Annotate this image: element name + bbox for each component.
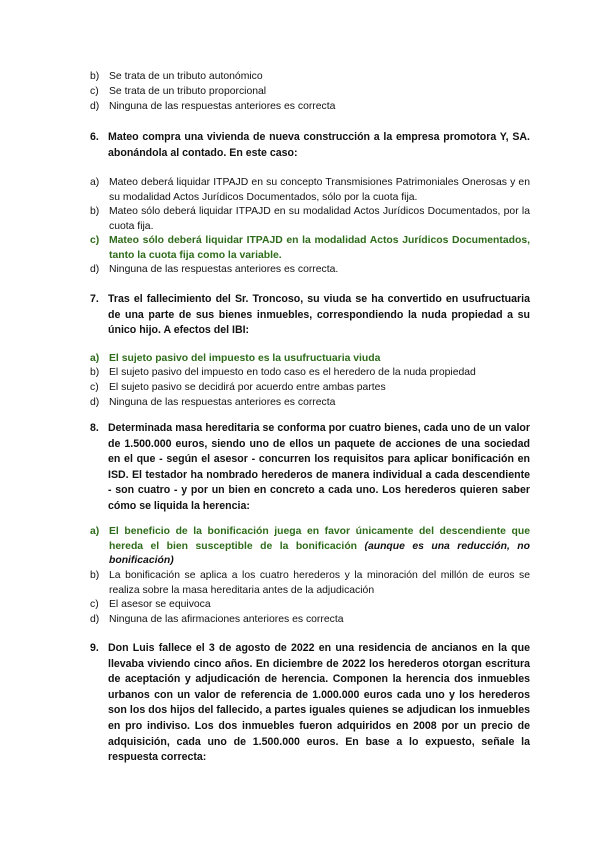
option-5d: d) Ninguna de las respuestas anteriores es correcta	[90, 101, 336, 112]
question-7: 7. Tras el fallecimiento del Sr. Troncoso, su viuda se ha convertido en usufructuaria de una parte de sus bienes inmuebles, correspondiendo la nuda propiedad a su único hijo. A efectos del IBI:	[90, 293, 530, 337]
option-7b: b) El sujeto pasivo del impuesto en todo caso es el heredero de la nuda propiedad	[90, 367, 476, 378]
option-6a: a) Mateo deberá liquidar ITPAJD en su concepto Transmisiones Patrimoniales Onerosas y en su modalidad Actos Jurídicos Documentados, sólo por la cuota fija.	[90, 177, 530, 203]
option-6b: b) Mateo sólo deberá liquidar ITPAJD en su modalidad Actos Jurídicos Documentados, por la cuota fija.	[90, 206, 530, 232]
option-7c: c) El sujeto pasivo se decidirá por acuerdo entre ambas partes	[90, 382, 386, 393]
option-8a-correct: a) El beneficio de la bonificación juega en favor únicamente del descendiente que hereda el bien susceptible de la bonificación (aunque es una reducción, no bonificación)	[90, 526, 530, 567]
option-7a-correct: a) El sujeto pasivo del impuesto es la usufructuaria viuda	[90, 353, 381, 364]
option-8d: d) Ninguna de las afirmaciones anteriores es correcta	[90, 614, 344, 625]
option-8a-note: (aunque es una reducción, no bonificación)	[109, 540, 530, 567]
option-6c-correct: c) Mateo sólo deberá liquidar ITPAJD en la modalidad Actos Jurídicos Documentados, tanto la cuota fija como la variable.	[90, 235, 530, 261]
option-6d: d) Ninguna de las respuestas anteriores es correcta.	[90, 264, 339, 275]
question-6: 6. Mateo compra una vivienda de nueva construcción a la empresa promotora Y, SA. abonándola al contado. En este caso:	[90, 131, 530, 159]
option-8c: c) El asesor se equivoca	[90, 599, 211, 610]
option-7d: d) Ninguna de las respuestas anteriores es correcta	[90, 397, 336, 408]
question-9: 9. Don Luis fallece el 3 de agosto de 2022 en una residencia de ancianos en la que llevaba viviendo cinco años. En diciembre de 2022 los herederos otorgan escritura de aceptación y adjudicación de herencia. Componen la herencia dos inmuebles urbanos con un valor de referencia de 1.000.000 euros cada uno y los herederos son los dos hijos del fallecido, a partes iguales quienes se adjudican los inmuebles en pro indiviso. Los dos inmuebles fueron adquiridos en 2008 por un precio de adquisición, cada uno de 1.500.000 euros. En base a lo expuesto, señale la respuesta correcta:	[90, 642, 530, 764]
option-5c: c) Se trata de un tributo proporcional	[90, 86, 267, 97]
option-5b: b) Se trata de un tributo autonómico	[90, 71, 263, 82]
question-8: 8. Determinada masa hereditaria se conforma por cuatro bienes, cada uno de un valor de 1.500.000 euros, siendo uno de ellos un paquete de acciones de una sociedad en el que - según el asesor - concurren los requisitos para aplicar bonificación en ISD. El testador ha nombrado herederos de manera individual a cada descendiente - son cuatro - y por un bien en concreto a cada uno. Los herederos quieren saber cómo se liquida la herencia:	[90, 422, 530, 512]
option-8b: b) La bonificación se aplica a los cuatro herederos y la minoración del millón de euros se realiza sobre la masa hereditaria antes de la adjudicación	[90, 570, 530, 596]
